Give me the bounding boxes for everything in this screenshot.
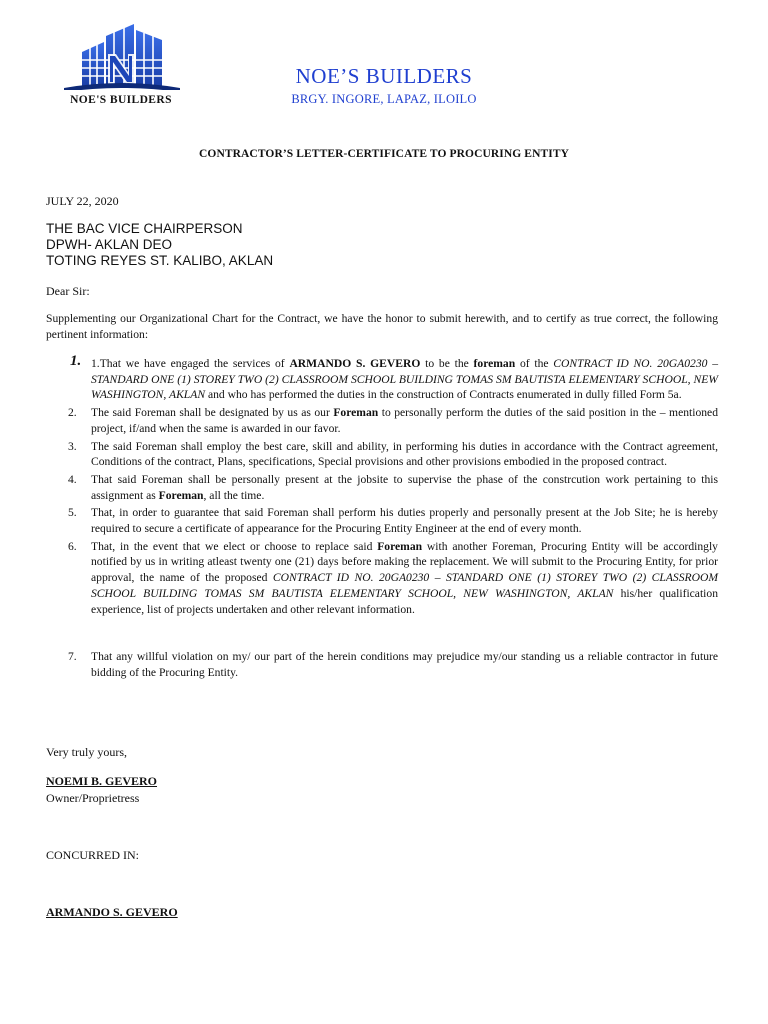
list-number: 7. <box>68 650 77 664</box>
item-text: to personally perform the duties of the said position in the – mentioned project, if/and when the same is awarded in our favor. <box>91 406 718 435</box>
role-term: Foreman <box>377 539 423 553</box>
company-logo <box>34 14 208 127</box>
contract-reference: CONTRACT ID NO. 20GA0230 – STANDARD ONE (1) STOREY TWO (2) CLASSROOM SCHOOL BUILDING TOMAS SM BAUTISTA ELEMENTARY SCHOOL, NEW WASHINGTON, AKLAN <box>91 357 718 402</box>
item-text: That, in order to guarantee that said Foreman shall perform his duties properly and personally present at the Job Site; he is hereby required to secure a certificate of appearance for the Procuring Entity Engineer at the end of every month. <box>91 506 718 536</box>
intro-paragraph: Supplementing our Organizational Chart for the Contract, we have the honor to submit herewith, and to certify as true correct, the following pertinent information: <box>46 312 718 341</box>
signer-role: Owner/Proprietress <box>46 791 140 805</box>
signature-block <box>46 774 157 806</box>
list-item <box>46 505 718 536</box>
list-item <box>46 539 718 618</box>
addressee-line: DPWH- AKLAN DEO <box>46 237 173 252</box>
logo-text: NOE'S BUILDERS <box>70 94 172 106</box>
letter-date: JULY 22, 2020 <box>46 194 119 208</box>
list-item <box>46 472 718 503</box>
list-item <box>46 405 718 436</box>
list-number: 5. <box>68 506 77 520</box>
item-text: 1.That we have engaged the services of <box>91 357 290 370</box>
valediction: Very truly yours, <box>46 745 127 759</box>
signer-name: NOEMI B. GEVERO <box>46 774 158 788</box>
list-item <box>46 649 718 680</box>
concurred-label: CONCURRED IN: <box>46 848 140 862</box>
item-text: That any willful violation on my/ our part of the herein conditions may prejudice my/our standing us a reliable contractor in future bidding of the Procuring Entity. <box>91 650 718 679</box>
spacer <box>46 619 718 649</box>
item-text: and who has performed the duties in the construction of Contracts enumerated in dully filled Form 5a. <box>205 388 682 402</box>
list-number: 3. <box>68 439 77 453</box>
list-item <box>46 439 718 470</box>
building-logo-icon <box>34 14 208 127</box>
list-number: 6. <box>68 539 77 553</box>
contract-reference: CONTRACT ID NO. 20GA0230 – STANDARD ONE (1) STOREY TWO (2) CLASSROOM SCHOOL BUILDING TOMAS SM BAUTISTA ELEMENTARY SCHOOL, NEW WASHINGTON, AKLAN <box>91 571 718 600</box>
item-text: , all the time. <box>203 488 265 502</box>
list-number: 2. <box>68 406 77 420</box>
document-title: CONTRACTOR’S LETTER-CERTIFICATE TO PROCURING ENTITY <box>199 148 569 160</box>
addressee-line: TOTING REYES ST. KALIBO, AKLAN <box>46 253 274 268</box>
foreman-name: ARMANDO S. GEVERO <box>289 357 421 370</box>
role-term: Foreman <box>158 488 204 502</box>
addressee-line: THE BAC VICE CHAIRPERSON <box>46 221 243 236</box>
addressee-block <box>46 221 273 269</box>
company-address: BRGY. INGORE, LAPAZ, ILOILO <box>291 92 477 106</box>
item-text: his/her qualification experience, list of projects undertaken and other relevant information. <box>91 586 718 616</box>
company-name: NOE’S BUILDERS <box>295 64 473 88</box>
item-text: That, in the event that we elect or choose to replace said <box>91 539 378 553</box>
item-text: The said Foreman shall employ the best care, skill and ability, in performing his duties in accordance with the Contract agreement, Conditions of the contract, Plans, specifications, Special provisions and other provisions embodied in the proposed contract. <box>91 439 718 469</box>
company-header <box>230 64 538 107</box>
list-number: 4. <box>68 472 77 486</box>
numbered-list <box>46 353 718 683</box>
list-number: 1. <box>70 353 82 369</box>
salutation: Dear Sir: <box>46 284 90 298</box>
concurred-signer-name: ARMANDO S. GEVERO <box>46 905 178 919</box>
role-term: Foreman <box>333 406 379 420</box>
item-text: to be the <box>420 357 474 370</box>
list-item <box>46 353 718 403</box>
item-text: of the <box>515 357 554 370</box>
item-text: with another Foreman, Procuring Entity will be accordingly notified by us in writing atleast twenty one (21) days before making the replacement. We will submit to the Procuring Entity, for prior approval, the name of the proposed <box>91 539 718 585</box>
role-term: foreman <box>473 357 516 370</box>
item-text: The said Foreman shall be designated by us as our <box>91 406 334 420</box>
item-text: That said Foreman shall be personally present at the jobsite to supervise the phase of the constrcution work pertaining to this assignment as <box>91 472 718 502</box>
